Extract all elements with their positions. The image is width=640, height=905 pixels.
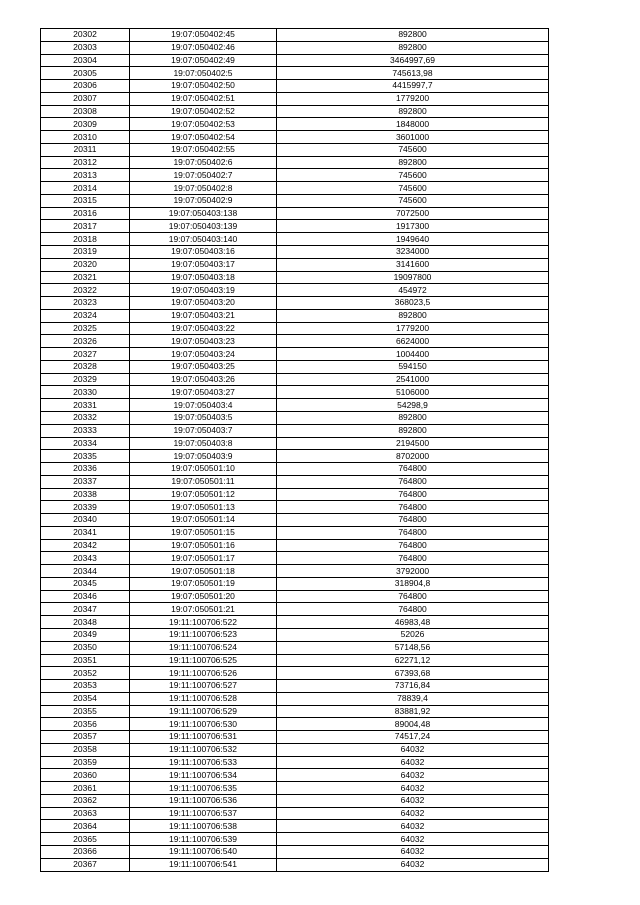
table-row xyxy=(41,143,549,156)
value-cell: 892800 xyxy=(277,29,549,42)
cadastral-number-cell: 19:11:100706:522 xyxy=(130,616,277,629)
cadastral-number-cell: 19:07:050402:51 xyxy=(130,92,277,105)
cadastral-number-cell: 19:07:050403:19 xyxy=(130,284,277,297)
cadastral-number-cell: 19:07:050403:22 xyxy=(130,322,277,335)
cadastral-number-cell: 19:07:050403:4 xyxy=(130,399,277,412)
table-row xyxy=(41,348,549,361)
table-row xyxy=(41,577,549,590)
row-number-cell: 20328 xyxy=(41,360,130,373)
row-number-cell: 20318 xyxy=(41,233,130,246)
value-cell: 64032 xyxy=(277,833,549,846)
table-row xyxy=(41,552,549,565)
table-row xyxy=(41,743,549,756)
row-number-cell: 20351 xyxy=(41,654,130,667)
table-row xyxy=(41,105,549,118)
row-number-cell: 20364 xyxy=(41,820,130,833)
cadastral-number-cell: 19:11:100706:523 xyxy=(130,628,277,641)
cadastral-number-cell: 19:11:100706:529 xyxy=(130,705,277,718)
cadastral-number-cell: 19:07:050501:21 xyxy=(130,603,277,616)
cadastral-number-cell: 19:11:100706:524 xyxy=(130,641,277,654)
value-cell: 745600 xyxy=(277,194,549,207)
cadastral-number-cell: 19:11:100706:541 xyxy=(130,858,277,871)
table-row xyxy=(41,437,549,450)
row-number-cell: 20345 xyxy=(41,577,130,590)
value-cell: 892800 xyxy=(277,105,549,118)
row-number-cell: 20327 xyxy=(41,348,130,361)
value-cell: 892800 xyxy=(277,41,549,54)
cadastral-number-cell: 19:07:050402:5 xyxy=(130,67,277,80)
cadastral-number-cell: 19:07:050402:53 xyxy=(130,118,277,131)
row-number-cell: 20331 xyxy=(41,399,130,412)
value-cell: 52026 xyxy=(277,628,549,641)
cadastral-number-cell: 19:07:050501:17 xyxy=(130,552,277,565)
cadastral-number-cell: 19:07:050403:16 xyxy=(130,246,277,259)
row-number-cell: 20367 xyxy=(41,858,130,871)
value-cell: 8702000 xyxy=(277,450,549,463)
cadastral-number-cell: 19:11:100706:539 xyxy=(130,833,277,846)
table-row xyxy=(41,360,549,373)
table-row xyxy=(41,156,549,169)
row-number-cell: 20319 xyxy=(41,246,130,259)
value-cell: 892800 xyxy=(277,309,549,322)
value-cell: 1848000 xyxy=(277,118,549,131)
table-row xyxy=(41,450,549,463)
row-number-cell: 20336 xyxy=(41,463,130,476)
value-cell: 5106000 xyxy=(277,386,549,399)
table-row xyxy=(41,628,549,641)
cadastral-number-cell: 19:07:050402:49 xyxy=(130,54,277,67)
table-row xyxy=(41,718,549,731)
table-row xyxy=(41,680,549,693)
value-cell: 764800 xyxy=(277,475,549,488)
cadastral-number-cell: 19:07:050501:11 xyxy=(130,475,277,488)
table-row xyxy=(41,399,549,412)
cadastral-number-cell: 19:07:050403:7 xyxy=(130,424,277,437)
cadastral-number-cell: 19:11:100706:535 xyxy=(130,782,277,795)
table-row xyxy=(41,373,549,386)
row-number-cell: 20335 xyxy=(41,450,130,463)
table-row xyxy=(41,207,549,220)
table-row xyxy=(41,118,549,131)
row-number-cell: 20366 xyxy=(41,846,130,859)
value-cell: 6624000 xyxy=(277,335,549,348)
table-row xyxy=(41,131,549,144)
cadastral-number-cell: 19:11:100706:527 xyxy=(130,680,277,693)
table-row xyxy=(41,565,549,578)
value-cell: 2541000 xyxy=(277,373,549,386)
value-cell: 745600 xyxy=(277,143,549,156)
cadastral-number-cell: 19:11:100706:536 xyxy=(130,794,277,807)
cadastral-number-cell: 19:07:050403:27 xyxy=(130,386,277,399)
table-row xyxy=(41,182,549,195)
value-cell: 64032 xyxy=(277,794,549,807)
row-number-cell: 20359 xyxy=(41,756,130,769)
row-number-cell: 20322 xyxy=(41,284,130,297)
row-number-cell: 20315 xyxy=(41,194,130,207)
row-number-cell: 20310 xyxy=(41,131,130,144)
cadastral-number-cell: 19:11:100706:525 xyxy=(130,654,277,667)
table-row xyxy=(41,475,549,488)
row-number-cell: 20334 xyxy=(41,437,130,450)
value-cell: 78839,4 xyxy=(277,692,549,705)
table-row xyxy=(41,80,549,93)
table-row xyxy=(41,258,549,271)
table-row xyxy=(41,284,549,297)
row-number-cell: 20353 xyxy=(41,680,130,693)
value-cell: 1779200 xyxy=(277,322,549,335)
row-number-cell: 20329 xyxy=(41,373,130,386)
table-row xyxy=(41,756,549,769)
table-row xyxy=(41,386,549,399)
cadastral-number-cell: 19:07:050402:6 xyxy=(130,156,277,169)
row-number-cell: 20340 xyxy=(41,514,130,527)
cadastral-number-cell: 19:07:050402:45 xyxy=(130,29,277,42)
row-number-cell: 20361 xyxy=(41,782,130,795)
value-cell: 64032 xyxy=(277,846,549,859)
value-cell: 892800 xyxy=(277,411,549,424)
value-cell: 764800 xyxy=(277,552,549,565)
row-number-cell: 20312 xyxy=(41,156,130,169)
table-row xyxy=(41,846,549,859)
row-number-cell: 20360 xyxy=(41,769,130,782)
cadastral-number-cell: 19:07:050403:24 xyxy=(130,348,277,361)
table-row xyxy=(41,29,549,42)
cadastral-number-cell: 19:07:050501:18 xyxy=(130,565,277,578)
cadastral-number-cell: 19:11:100706:540 xyxy=(130,846,277,859)
cadastral-number-cell: 19:07:050403:18 xyxy=(130,271,277,284)
cadastral-number-cell: 19:11:100706:533 xyxy=(130,756,277,769)
row-number-cell: 20357 xyxy=(41,731,130,744)
table-row xyxy=(41,322,549,335)
value-cell: 64032 xyxy=(277,756,549,769)
table-row xyxy=(41,526,549,539)
value-cell: 764800 xyxy=(277,488,549,501)
value-cell: 1779200 xyxy=(277,92,549,105)
row-number-cell: 20316 xyxy=(41,207,130,220)
row-number-cell: 20358 xyxy=(41,743,130,756)
cadastral-number-cell: 19:07:050402:52 xyxy=(130,105,277,118)
value-cell: 83881,92 xyxy=(277,705,549,718)
cadastral-number-cell: 19:11:100706:530 xyxy=(130,718,277,731)
row-number-cell: 20339 xyxy=(41,501,130,514)
table-row xyxy=(41,246,549,259)
table-row xyxy=(41,590,549,603)
row-number-cell: 20307 xyxy=(41,92,130,105)
table-row xyxy=(41,603,549,616)
row-number-cell: 20363 xyxy=(41,807,130,820)
value-cell: 1004400 xyxy=(277,348,549,361)
cadastral-number-cell: 19:07:050403:138 xyxy=(130,207,277,220)
cadastral-number-cell: 19:07:050501:15 xyxy=(130,526,277,539)
row-number-cell: 20308 xyxy=(41,105,130,118)
row-number-cell: 20317 xyxy=(41,220,130,233)
table-row xyxy=(41,667,549,680)
cadastral-number-cell: 19:07:050403:140 xyxy=(130,233,277,246)
table-row xyxy=(41,820,549,833)
value-cell: 64032 xyxy=(277,820,549,833)
cadastral-number-cell: 19:07:050501:13 xyxy=(130,501,277,514)
row-number-cell: 20304 xyxy=(41,54,130,67)
row-number-cell: 20344 xyxy=(41,565,130,578)
table-row xyxy=(41,616,549,629)
row-number-cell: 20347 xyxy=(41,603,130,616)
value-cell: 764800 xyxy=(277,463,549,476)
table-row xyxy=(41,794,549,807)
value-cell: 7072500 xyxy=(277,207,549,220)
row-number-cell: 20309 xyxy=(41,118,130,131)
cadastral-number-cell: 19:07:050501:16 xyxy=(130,539,277,552)
table-row xyxy=(41,271,549,284)
cadastral-number-cell: 19:11:100706:526 xyxy=(130,667,277,680)
cadastral-number-cell: 19:11:100706:537 xyxy=(130,807,277,820)
row-number-cell: 20330 xyxy=(41,386,130,399)
value-cell: 3601000 xyxy=(277,131,549,144)
cadastral-number-cell: 19:07:050402:46 xyxy=(130,41,277,54)
table-row xyxy=(41,782,549,795)
cadastral-number-cell: 19:11:100706:528 xyxy=(130,692,277,705)
value-cell: 892800 xyxy=(277,156,549,169)
value-cell: 745600 xyxy=(277,182,549,195)
table-row xyxy=(41,169,549,182)
cadastral-number-cell: 19:07:050402:50 xyxy=(130,80,277,93)
table-row xyxy=(41,654,549,667)
value-cell: 46983,48 xyxy=(277,616,549,629)
row-number-cell: 20323 xyxy=(41,297,130,310)
table-row xyxy=(41,858,549,871)
row-number-cell: 20302 xyxy=(41,29,130,42)
row-number-cell: 20350 xyxy=(41,641,130,654)
value-cell: 745600 xyxy=(277,169,549,182)
cadastral-number-cell: 19:07:050402:8 xyxy=(130,182,277,195)
row-number-cell: 20333 xyxy=(41,424,130,437)
value-cell: 2194500 xyxy=(277,437,549,450)
row-number-cell: 20325 xyxy=(41,322,130,335)
table-body xyxy=(41,29,549,872)
row-number-cell: 20311 xyxy=(41,143,130,156)
cadastral-number-cell: 19:07:050402:54 xyxy=(130,131,277,144)
value-cell: 64032 xyxy=(277,743,549,756)
value-cell: 57148,56 xyxy=(277,641,549,654)
row-number-cell: 20326 xyxy=(41,335,130,348)
row-number-cell: 20356 xyxy=(41,718,130,731)
value-cell: 764800 xyxy=(277,501,549,514)
row-number-cell: 20341 xyxy=(41,526,130,539)
value-cell: 454972 xyxy=(277,284,549,297)
table-row xyxy=(41,92,549,105)
value-cell: 764800 xyxy=(277,590,549,603)
value-cell: 764800 xyxy=(277,539,549,552)
cadastral-number-cell: 19:11:100706:532 xyxy=(130,743,277,756)
value-cell: 67393,68 xyxy=(277,667,549,680)
cadastral-number-cell: 19:07:050403:17 xyxy=(130,258,277,271)
value-cell: 64032 xyxy=(277,782,549,795)
value-cell: 594150 xyxy=(277,360,549,373)
cadastral-number-cell: 19:11:100706:534 xyxy=(130,769,277,782)
table-row xyxy=(41,501,549,514)
table-row xyxy=(41,514,549,527)
value-cell: 892800 xyxy=(277,424,549,437)
table-row xyxy=(41,335,549,348)
cadastral-value-table xyxy=(40,28,549,872)
row-number-cell: 20314 xyxy=(41,182,130,195)
row-number-cell: 20343 xyxy=(41,552,130,565)
table-row xyxy=(41,833,549,846)
value-cell: 64032 xyxy=(277,807,549,820)
value-cell: 54298,9 xyxy=(277,399,549,412)
cadastral-number-cell: 19:07:050402:9 xyxy=(130,194,277,207)
cadastral-number-cell: 19:07:050403:5 xyxy=(130,411,277,424)
table-row xyxy=(41,705,549,718)
table-row xyxy=(41,67,549,80)
cadastral-number-cell: 19:07:050402:55 xyxy=(130,143,277,156)
row-number-cell: 20348 xyxy=(41,616,130,629)
cadastral-number-cell: 19:07:050501:20 xyxy=(130,590,277,603)
table-row xyxy=(41,220,549,233)
table-row xyxy=(41,488,549,501)
row-number-cell: 20303 xyxy=(41,41,130,54)
cadastral-number-cell: 19:07:050403:9 xyxy=(130,450,277,463)
table-row xyxy=(41,297,549,310)
cadastral-number-cell: 19:07:050403:23 xyxy=(130,335,277,348)
row-number-cell: 20332 xyxy=(41,411,130,424)
table-row xyxy=(41,233,549,246)
cadastral-number-cell: 19:07:050403:20 xyxy=(130,297,277,310)
table-row xyxy=(41,424,549,437)
row-number-cell: 20337 xyxy=(41,475,130,488)
row-number-cell: 20306 xyxy=(41,80,130,93)
value-cell: 3464997,69 xyxy=(277,54,549,67)
cadastral-number-cell: 19:07:050403:25 xyxy=(130,360,277,373)
row-number-cell: 20355 xyxy=(41,705,130,718)
row-number-cell: 20313 xyxy=(41,169,130,182)
cadastral-number-cell: 19:07:050402:7 xyxy=(130,169,277,182)
value-cell: 19097800 xyxy=(277,271,549,284)
table-row xyxy=(41,309,549,322)
cadastral-number-cell: 19:07:050501:19 xyxy=(130,577,277,590)
cadastral-number-cell: 19:07:050403:21 xyxy=(130,309,277,322)
table-row xyxy=(41,769,549,782)
value-cell: 3234000 xyxy=(277,246,549,259)
value-cell: 745613,98 xyxy=(277,67,549,80)
row-number-cell: 20342 xyxy=(41,539,130,552)
table-row xyxy=(41,641,549,654)
table-row xyxy=(41,194,549,207)
value-cell: 4415997,7 xyxy=(277,80,549,93)
row-number-cell: 20346 xyxy=(41,590,130,603)
value-cell: 64032 xyxy=(277,858,549,871)
cadastral-number-cell: 19:07:050501:10 xyxy=(130,463,277,476)
value-cell: 1949640 xyxy=(277,233,549,246)
cadastral-number-cell: 19:11:100706:538 xyxy=(130,820,277,833)
row-number-cell: 20321 xyxy=(41,271,130,284)
cadastral-number-cell: 19:07:050501:14 xyxy=(130,514,277,527)
table-row xyxy=(41,411,549,424)
value-cell: 368023,5 xyxy=(277,297,549,310)
cadastral-number-cell: 19:07:050501:12 xyxy=(130,488,277,501)
table-row xyxy=(41,692,549,705)
cadastral-number-cell: 19:07:050403:139 xyxy=(130,220,277,233)
value-cell: 3141600 xyxy=(277,258,549,271)
value-cell: 318904,8 xyxy=(277,577,549,590)
value-cell: 3792000 xyxy=(277,565,549,578)
table-row xyxy=(41,539,549,552)
cadastral-number-cell: 19:07:050403:26 xyxy=(130,373,277,386)
table-row xyxy=(41,807,549,820)
row-number-cell: 20365 xyxy=(41,833,130,846)
row-number-cell: 20305 xyxy=(41,67,130,80)
value-cell: 74517,24 xyxy=(277,731,549,744)
row-number-cell: 20352 xyxy=(41,667,130,680)
cadastral-number-cell: 19:11:100706:531 xyxy=(130,731,277,744)
value-cell: 764800 xyxy=(277,603,549,616)
row-number-cell: 20338 xyxy=(41,488,130,501)
value-cell: 1917300 xyxy=(277,220,549,233)
table-row xyxy=(41,41,549,54)
row-number-cell: 20362 xyxy=(41,794,130,807)
row-number-cell: 20320 xyxy=(41,258,130,271)
row-number-cell: 20349 xyxy=(41,628,130,641)
value-cell: 73716,84 xyxy=(277,680,549,693)
cadastral-number-cell: 19:07:050403:8 xyxy=(130,437,277,450)
row-number-cell: 20354 xyxy=(41,692,130,705)
value-cell: 764800 xyxy=(277,514,549,527)
value-cell: 62271,12 xyxy=(277,654,549,667)
value-cell: 89004,48 xyxy=(277,718,549,731)
row-number-cell: 20324 xyxy=(41,309,130,322)
table-row xyxy=(41,731,549,744)
value-cell: 764800 xyxy=(277,526,549,539)
table-row xyxy=(41,54,549,67)
value-cell: 64032 xyxy=(277,769,549,782)
table-row xyxy=(41,463,549,476)
